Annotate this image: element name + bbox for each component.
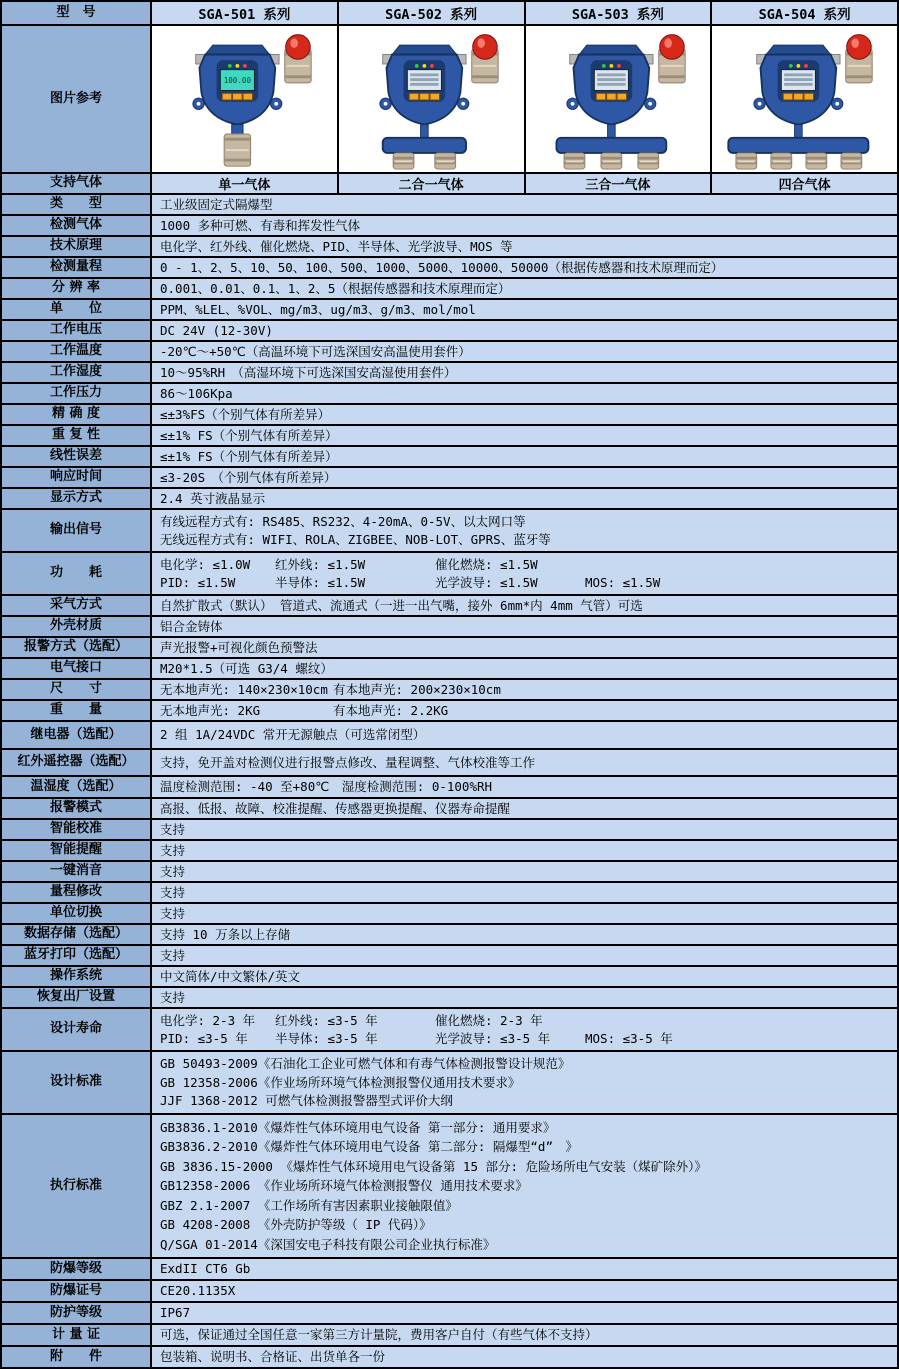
spec-value-line: 中文简体/中文繁体/英文 — [160, 968, 301, 984]
image-row-label: 图片参考 — [2, 24, 150, 172]
spec-label: 显示方式 — [2, 487, 150, 508]
spec-label: 类 型 — [2, 193, 150, 214]
spec-value-line: 支持 — [160, 842, 186, 858]
spec-label: 继电器（选配） — [2, 720, 150, 748]
spec-value-segment: 半导体: ≤3-5 年 — [275, 1030, 378, 1046]
spec-row — [2, 298, 897, 319]
spec-value-segment: 催化燃烧: 2-3 年 — [435, 1012, 543, 1028]
spec-value — [150, 902, 897, 923]
spec-label: 恢复出厂设置 — [2, 986, 150, 1007]
spec-value — [150, 720, 897, 748]
spec-row — [2, 1007, 897, 1050]
spec-value-line: 无线远程方式有: WIFI、ROLA、ZIGBEE、NOB-LOT、GPRS、蓝牙等 — [160, 531, 551, 547]
spec-value — [150, 839, 897, 860]
spec-value — [150, 193, 897, 214]
spec-value-line: 2 组 1A/24VDC 常开无源触点（可选常闭型） — [160, 727, 426, 743]
spec-value-line: 1000 多种可燃、有毒和挥发性气体 — [160, 217, 361, 233]
spec-value-line: ≤±1% FS（个别气体有所差异） — [160, 427, 338, 443]
spec-value-line: 支持 — [160, 989, 186, 1005]
spec-value-segment: 催化燃烧: ≤1.5W — [435, 556, 538, 572]
gas-type-2in1: 二合一气体 — [337, 172, 524, 193]
spec-value — [150, 1113, 897, 1257]
spec-label: 单位切换 — [2, 902, 150, 923]
svg-text:100.00: 100.00 — [224, 75, 252, 85]
spec-row — [2, 818, 897, 839]
spec-label: 精 确 度 — [2, 403, 150, 424]
spec-value — [150, 445, 897, 466]
spec-value — [150, 1323, 897, 1345]
spec-value — [150, 214, 897, 235]
spec-value-line: GB 50493-2009《石油化工企业可燃气体和有毒气体检测报警设计规范》 — [160, 1056, 571, 1072]
spec-value-line: 声光报警+可视化颜色预警法 — [160, 639, 318, 655]
spec-row — [2, 1113, 897, 1257]
spec-value-line: 0.001、0.01、0.1、1、2、5（根据传感器和技术原理而定） — [160, 280, 511, 296]
spec-value-segment: 无本地声光: 140×230×10cm — [160, 681, 328, 697]
spec-value-line: GB12358-2006 《作业场所环境气体检测报警仪 通用技术要求》 — [160, 1178, 528, 1194]
spec-row — [2, 902, 897, 923]
spec-row — [2, 319, 897, 340]
model-name-sga-504: SGA-504 系列 — [710, 2, 897, 24]
spec-row — [2, 1323, 897, 1345]
spec-label: 设计标准 — [2, 1050, 150, 1113]
spec-value-line: Q/SGA 01-2014《深国安电子科技有限公司企业执行标准》 — [160, 1236, 496, 1252]
spec-value — [150, 256, 897, 277]
spec-value-segment: PID: ≤1.5W — [160, 574, 236, 590]
spec-row — [2, 699, 897, 720]
spec-value-line: 电化学、红外线、催化燃烧、PID、半导体、光学波导、MOS 等 — [160, 238, 513, 254]
detector-image-sga-504 — [710, 24, 897, 172]
spec-value-line: GBZ 2.1-2007 《工作场所有害因素职业接触限值》 — [160, 1197, 458, 1213]
spec-value-line: 支持 — [160, 863, 186, 879]
spec-value — [150, 551, 897, 594]
spec-label: 输出信号 — [2, 508, 150, 551]
spec-value — [150, 944, 897, 965]
spec-row — [2, 214, 897, 235]
spec-label: 智能提醒 — [2, 839, 150, 860]
spec-value — [150, 1279, 897, 1301]
spec-value — [150, 678, 897, 699]
spec-value-line: 可选，保证通过全国任意一家第三方计量院，费用客户自付（有些气体不支持） — [160, 1327, 598, 1343]
spec-value-line: DC 24V (12-30V) — [160, 322, 273, 338]
spec-value-line: 0 - 1、2、5、10、50、100、500、1000、5000、10000、50000（根据传感器和技术原理而定） — [160, 259, 724, 275]
spec-row — [2, 678, 897, 699]
spec-row — [2, 775, 897, 797]
spec-value-line: 有线远程方式有: RS485、RS232、4-20mA、0-5V、以太网口等 — [160, 513, 526, 529]
spec-label: 量程修改 — [2, 881, 150, 902]
spec-label: 功 耗 — [2, 551, 150, 594]
spec-row — [2, 594, 897, 615]
spec-value-line: 10～95%RH （高湿环境下可选深国安高湿使用套件） — [160, 364, 457, 380]
spec-value — [150, 1007, 897, 1050]
spec-row — [2, 1279, 897, 1301]
spec-value — [150, 699, 897, 720]
detector-image-sga-502 — [337, 24, 524, 172]
spec-value — [150, 881, 897, 902]
spec-value — [150, 636, 897, 657]
spec-label: 技术原理 — [2, 235, 150, 256]
spec-row — [2, 797, 897, 818]
model-header-label: 型 号 — [2, 2, 150, 24]
spec-value-line: 温度检测范围: -40 至+80℃ 湿度检测范围: 0-100%RH — [160, 779, 493, 795]
spec-value — [150, 986, 897, 1007]
spec-value — [150, 361, 897, 382]
spec-label: 设计寿命 — [2, 1007, 150, 1050]
spec-value-line: CE20.1135X — [160, 1283, 236, 1299]
gas-row-label: 支持气体 — [2, 172, 150, 193]
spec-row — [2, 277, 897, 298]
spec-row — [2, 445, 897, 466]
spec-label: 智能校准 — [2, 818, 150, 839]
spec-row — [2, 944, 897, 965]
spec-label: 线性误差 — [2, 445, 150, 466]
spec-value-line — [160, 1031, 891, 1047]
spec-value-segment: 有本地声光: 2.2KG — [333, 702, 449, 718]
spec-value — [150, 797, 897, 818]
spec-value-segment: MOS: ≤1.5W — [585, 574, 661, 590]
spec-row — [2, 340, 897, 361]
spec-value — [150, 1257, 897, 1279]
spec-label: 分 辨 率 — [2, 277, 150, 298]
model-header-row — [2, 2, 897, 24]
spec-value-line: 86～106Kpa — [160, 385, 233, 401]
spec-label: 响应时间 — [2, 466, 150, 487]
spec-row — [2, 508, 897, 551]
spec-value-line — [160, 557, 891, 573]
spec-row — [2, 487, 897, 508]
spec-label: 工作温度 — [2, 340, 150, 361]
spec-value-line: ≤±3%FS（个别气体有所差异） — [160, 406, 331, 422]
spec-label: 电气接口 — [2, 657, 150, 678]
spec-value-line: IP67 — [160, 1305, 191, 1321]
spec-label: 外壳材质 — [2, 615, 150, 636]
spec-value-line — [160, 575, 891, 591]
spec-value-line: GB 4208-2008 《外壳防护等级（ IP 代码）》 — [160, 1217, 432, 1233]
model-name-sga-503: SGA-503 系列 — [524, 2, 711, 24]
spec-value — [150, 1301, 897, 1323]
spec-value-segment: 光学波导: ≤3-5 年 — [435, 1030, 551, 1046]
spec-value-line: 高报、低报、故障、校准提醒、传感器更换提醒、仪器寿命提醒 — [160, 800, 511, 816]
spec-value-segment: 红外线: ≤3-5 年 — [275, 1012, 378, 1028]
spec-value — [150, 818, 897, 839]
spec-value-segment: 红外线: ≤1.5W — [275, 556, 366, 572]
spec-value — [150, 277, 897, 298]
spec-row — [2, 235, 897, 256]
spec-label: 重 量 — [2, 699, 150, 720]
spec-value-line: 支持 10 万条以上存储 — [160, 926, 291, 942]
model-name-sga-501: SGA-501 系列 — [150, 2, 337, 24]
spec-value-line: 包装箱、说明书、合格证、出货单各一份 — [160, 1349, 386, 1365]
gas-type-4in1: 四合气体 — [710, 172, 897, 193]
spec-value-segment: MOS: ≤3-5 年 — [585, 1030, 673, 1046]
spec-label: 尺 寸 — [2, 678, 150, 699]
spec-value-line: 2.4 英寸液晶显示 — [160, 490, 266, 506]
spec-value — [150, 748, 897, 775]
spec-value-line: 铝合金铸体 — [160, 618, 223, 634]
supported-gas-row — [2, 172, 897, 193]
spec-row — [2, 1050, 897, 1113]
spec-label: 单 位 — [2, 298, 150, 319]
spec-value — [150, 860, 897, 881]
spec-row — [2, 361, 897, 382]
spec-label: 检测量程 — [2, 256, 150, 277]
spec-value-line: GB3836.1-2010《爆炸性气体环境用电气设备 第一部分: 通用要求》 — [160, 1119, 556, 1135]
image-reference-row — [2, 24, 897, 172]
spec-label: 工作压力 — [2, 382, 150, 403]
spec-value — [150, 923, 897, 944]
spec-value-line: 自然扩散式（默认） 管道式、流通式（一进一出气嘴，接外 6mm*内 4mm 气管）可选 — [160, 597, 643, 613]
spec-value-line — [160, 1013, 891, 1029]
spec-value — [150, 487, 897, 508]
detector-image-sga-501 — [150, 24, 337, 172]
spec-label: 温湿度（选配） — [2, 775, 150, 797]
spec-value-line: GB3836.2-2010《爆炸性气体环境用电气设备 第二部分: 隔爆型“d” 》 — [160, 1139, 578, 1155]
spec-row — [2, 403, 897, 424]
detector-image-sga-503 — [524, 24, 711, 172]
spec-label: 计 量 证 — [2, 1323, 150, 1345]
spec-label: 红外遥控器（选配） — [2, 748, 150, 775]
spec-value-line: 工业级固定式隔爆型 — [160, 196, 273, 212]
spec-row — [2, 986, 897, 1007]
model-name-sga-502: SGA-502 系列 — [337, 2, 524, 24]
spec-row — [2, 256, 897, 277]
spec-row — [2, 382, 897, 403]
spec-label: 附 件 — [2, 1345, 150, 1367]
spec-value — [150, 657, 897, 678]
spec-label: 操作系统 — [2, 965, 150, 986]
spec-value — [150, 403, 897, 424]
spec-value — [150, 424, 897, 445]
spec-value-line: M20*1.5（可选 G3/4 螺纹） — [160, 660, 333, 676]
spec-value-line: 支持 — [160, 884, 186, 900]
spec-value — [150, 1050, 897, 1113]
spec-label: 一键消音 — [2, 860, 150, 881]
spec-value — [150, 615, 897, 636]
spec-value-line: PPM、%LEL、%VOL、mg/m3、ug/m3、g/m3、mol/mol — [160, 301, 476, 317]
spec-row — [2, 720, 897, 748]
spec-value-segment: 电化学: ≤1.0W — [160, 556, 251, 572]
spec-value-line: GB 12358-2006《作业场所环境气体检测报警仪通用技术要求》 — [160, 1074, 521, 1090]
spec-label: 报警模式 — [2, 797, 150, 818]
spec-label: 防爆等级 — [2, 1257, 150, 1279]
spec-value — [150, 466, 897, 487]
spec-value-line — [160, 682, 891, 698]
gas-type-3in1: 三合一气体 — [524, 172, 711, 193]
spec-value — [150, 382, 897, 403]
spec-label: 执行标准 — [2, 1113, 150, 1257]
spec-row — [2, 193, 897, 214]
spec-value — [150, 775, 897, 797]
spec-value — [150, 965, 897, 986]
spec-value-line: ≤±1% FS（个别气体有所差异） — [160, 448, 338, 464]
spec-value-line: ≤3-20S （个别气体有所差异） — [160, 469, 337, 485]
spec-value — [150, 594, 897, 615]
spec-row — [2, 923, 897, 944]
spec-label: 重 复 性 — [2, 424, 150, 445]
spec-label: 工作湿度 — [2, 361, 150, 382]
spec-row — [2, 860, 897, 881]
spec-value-line: GB 3836.15-2000 《爆炸性气体环境用电气设备第 15 部分: 危险场所电气安装（煤矿除外）》 — [160, 1158, 707, 1174]
spec-value-line: ExdII CT6 Gb — [160, 1261, 251, 1277]
spec-label: 采气方式 — [2, 594, 150, 615]
spec-value — [150, 235, 897, 256]
spec-label: 检测气体 — [2, 214, 150, 235]
spec-value — [150, 319, 897, 340]
spec-row — [2, 1257, 897, 1279]
spec-label: 蓝牙打印（选配） — [2, 944, 150, 965]
spec-value — [150, 340, 897, 361]
spec-value-segment: PID: ≤3-5 年 — [160, 1030, 248, 1046]
spec-value-line: 支持 — [160, 821, 186, 837]
spec-row — [2, 1345, 897, 1367]
spec-label: 防爆证号 — [2, 1279, 150, 1301]
spec-label: 数据存储（选配） — [2, 923, 150, 944]
spec-row — [2, 881, 897, 902]
spec-value-line: 支持，免开盖对检测仪进行报警点修改、量程调整、气体校准等工作 — [160, 754, 536, 770]
spec-label: 工作电压 — [2, 319, 150, 340]
spec-label: 报警方式（选配） — [2, 636, 150, 657]
spec-value-segment: 光学波导: ≤1.5W — [435, 574, 538, 590]
spec-label: 防护等级 — [2, 1301, 150, 1323]
spec-row — [2, 839, 897, 860]
spec-value — [150, 298, 897, 319]
spec-row — [2, 1301, 897, 1323]
spec-row — [2, 748, 897, 775]
spec-value-segment: 无本地声光: 2KG — [160, 702, 261, 718]
spec-value-segment: 半导体: ≤1.5W — [275, 574, 366, 590]
spec-value-line: 支持 — [160, 947, 186, 963]
spec-row — [2, 636, 897, 657]
spec-value-line: -20℃～+50℃（高温环境下可选深国安高温使用套件） — [160, 343, 471, 359]
spec-value-segment: 有本地声光: 200×230×10cm — [333, 681, 501, 697]
spec-value — [150, 1345, 897, 1367]
spec-value-line: 支持 — [160, 905, 186, 921]
spec-row — [2, 965, 897, 986]
spec-value-segment: 电化学: 2-3 年 — [160, 1012, 256, 1028]
spec-row — [2, 424, 897, 445]
spec-row — [2, 615, 897, 636]
spec-row — [2, 551, 897, 594]
gas-type-single: 单一气体 — [150, 172, 337, 193]
spec-row — [2, 466, 897, 487]
spec-value — [150, 508, 897, 551]
spec-value-line: JJF 1368-2012 可燃气体检测报警器型式评价大纲 — [160, 1093, 453, 1109]
spec-value-line — [160, 703, 891, 719]
spec-row — [2, 657, 897, 678]
